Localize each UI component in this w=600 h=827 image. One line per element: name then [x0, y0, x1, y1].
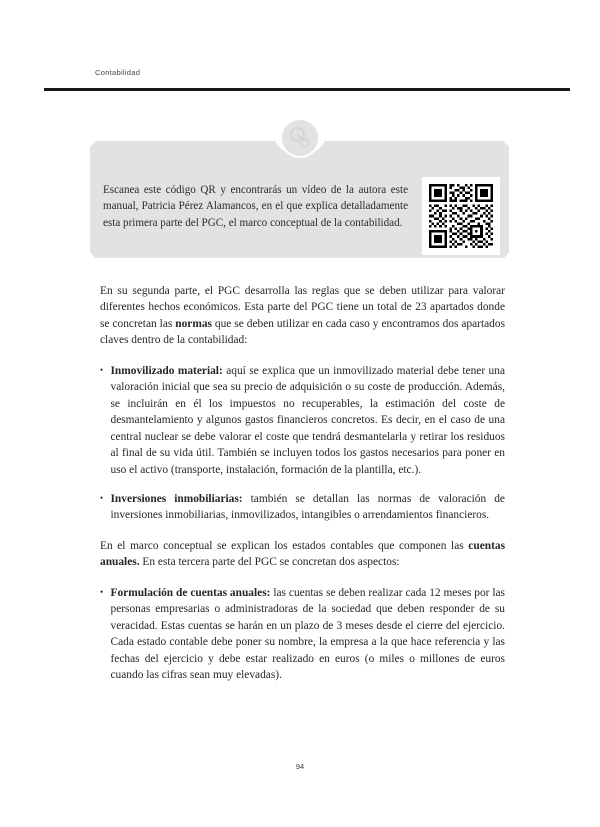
running-header-title: Contabilidad [95, 68, 141, 77]
intro-paragraph-bold: normas [175, 317, 212, 330]
list-item-term: Inversiones inmobiliarias: [110, 492, 243, 505]
spacer [100, 571, 505, 585]
list-item-term: Inmovilizado material: [110, 364, 223, 377]
intro-paragraph-part2: que se deben utilizar en cada caso y encontramos dos apartados claves dentro de la contabilidad: [100, 317, 506, 347]
bullet-list-annual-accounts [100, 585, 505, 684]
page-number: 94 [295, 762, 305, 771]
qr-code[interactable] [422, 177, 500, 255]
spacer [100, 349, 505, 363]
mid-paragraph-part2: En esta tercera parte del PGC se concretan dos aspectos: [139, 556, 400, 569]
list-item-term: Formulación de cuentas anuales: [110, 586, 271, 599]
qr-scan-hand-icon [280, 118, 320, 158]
list-item-text: aquí se explica que un inmovilizado material debe tener una valoración inicial que sea su precio de adquisición o su coste de producción. Además, se incluirán en él los impuestos no recuperables, la estimación del coste de desmantelamiento y algunos gastos financieros concretos. Es decir, en el caso de una central nuclear se debe valorar el coste que tendrá desmantelarla y retirar los residuos al final de su vida útil. También se incluyen todos los gastos necesarios para poner en uso el activo (transporte, instalación, formación de la plantilla, etc.). [110, 364, 505, 476]
list-item [100, 491, 505, 524]
callout-text: Escanea este código QR y encontrarás un vídeo de la autora este manual, Patricia Pérez Alamancos, en el que explica detalladamente esta primera parte del PGC, el marco conceptual de la contabilidad. [103, 184, 408, 229]
bullet-list-valuation-rules [100, 363, 505, 524]
spacer [100, 478, 505, 491]
header-rule [44, 88, 570, 91]
mid-paragraph [100, 538, 505, 571]
spacer [100, 524, 505, 538]
mid-paragraph-part1: En el marco conceptual se explican los estados contables que componen las [100, 539, 469, 552]
list-item-text: las cuentas se deben realizar cada 12 meses por las personas empresarias o administradoras de la sociedad que deben responder de su veracidad. Estas cuentas se harán en un plazo de 3 meses desde el cierre del ejercicio. Cada estado contable debe poner su nombre, la empresa a la que hace referencia y las fechas del ejercicio y debe estar realizado en euros (o miles o millones de euros cuando las cifras sean muy elevadas). [110, 586, 505, 682]
intro-paragraph-part1: En su segunda parte, el PGC desarrolla las reglas que se deben utilizar para valorar diferentes hechos económicos. Esta parte del PGC tiene un total de 23 apartados donde se concretan las [100, 285, 505, 330]
body-content [100, 283, 505, 684]
list-item [100, 363, 505, 478]
mid-paragraph-bold: cuentas anuales. [100, 539, 505, 569]
intro-paragraph [100, 283, 505, 349]
list-item [100, 585, 505, 684]
list-item-text: también se detallan las normas de valoración de inversiones inmobiliarias, inmovilizados, intangibles o arrendamientos financieros. [110, 492, 505, 522]
